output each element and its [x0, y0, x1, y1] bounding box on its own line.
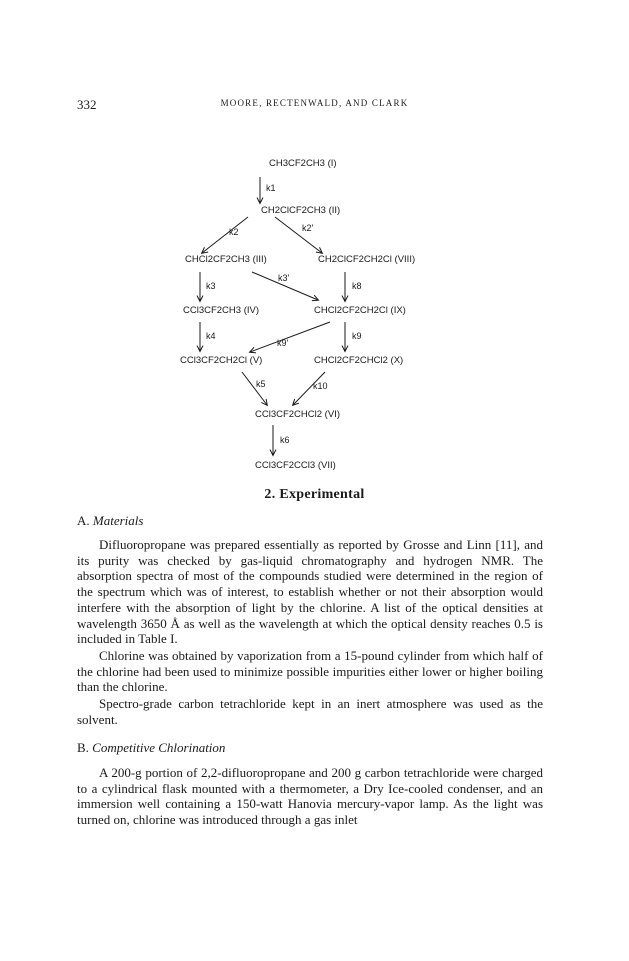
- compound-II: CH2ClCF2CH3 (II): [261, 205, 341, 216]
- compound-X: CHCl2CF2CHCl2 (X): [314, 355, 404, 366]
- page-header: [77, 97, 552, 113]
- rate-constant-k2: k2: [229, 227, 239, 237]
- running-head: MOORE, RECTENWALD, AND CLARK: [220, 98, 409, 108]
- section-title: 2. Experimental: [264, 487, 365, 502]
- paragraph-materials-3: Spectro-grade carbon tetrachloride kept in an inert atmosphere was used as the solvent.: [77, 696, 543, 727]
- subheading-materials-text: Materials: [92, 513, 144, 528]
- subheading-competitive-letter: B.: [77, 740, 89, 755]
- rate-constant-k10: k10: [313, 381, 328, 391]
- reaction-scheme: [150, 155, 480, 480]
- subheading-competitive: [77, 740, 225, 756]
- arrow-k2: [202, 217, 248, 253]
- subheading-materials-letter: A.: [77, 513, 90, 528]
- paragraph-materials-2: Chlorine was obtained by vaporization from a 15-pound cylinder from which half of the chlorine had been used to minimize possible impurities either lower or higher boiling than the chlorine.: [77, 648, 543, 695]
- compound-V: CCl3CF2CH2Cl (V): [180, 355, 263, 366]
- subheading-competitive-text: Competitive Chlorination: [92, 740, 226, 755]
- rate-constant-k5: k5: [256, 379, 266, 389]
- arrow-k2prime: [275, 217, 322, 253]
- compound-IX: CHCl2CF2CH2Cl (IX): [314, 305, 406, 316]
- arrow-k9prime: [250, 322, 330, 352]
- rate-constant-k6: k6: [280, 435, 290, 445]
- rate-constant-k3: k3: [206, 281, 216, 291]
- compound-I: CH3CF2CH3 (I): [269, 158, 337, 169]
- rate-constant-k8: k8: [352, 281, 362, 291]
- rate-constant-k1: k1: [266, 183, 276, 193]
- rate-constant-k3prime: k3': [278, 273, 290, 283]
- rate-constant-k2prime: k2': [302, 223, 314, 233]
- compound-VIII: CH2ClCF2CH2Cl (VIII): [318, 254, 416, 265]
- rate-constant-k9prime: k9': [277, 338, 289, 348]
- paragraph-materials-1: Difluoropropane was prepared essentially as reported by Grosse and Linn [11], and its purity was checked by gas-liquid chromatography and hydrogen NMR. The absorption spectra of most of the compounds studied were determined in the region of the spectrum which was of interest, to establish whether or not their absorption would interfere with the absorption of light by the chlorine. A list of the optical densities at wavelength 3650 Å as well as the wavelength at which the optical density reaches 0.5 is included in Table I.: [77, 537, 543, 647]
- rate-constant-k9: k9: [352, 331, 362, 341]
- compound-VII: CCl3CF2CCl3 (VII): [255, 460, 336, 471]
- subheading-materials: [77, 513, 143, 529]
- page-number: 332: [77, 97, 97, 112]
- compound-III: CHCl2CF2CH3 (III): [185, 254, 267, 265]
- compound-IV: CCl3CF2CH3 (IV): [183, 305, 260, 316]
- rate-constant-k4: k4: [206, 331, 216, 341]
- paragraph-competitive-1: A 200-g portion of 2,2-difluoropropane and 200 g carbon tetrachloride were charged to a cylindrical flask mounted with a thermometer, a Dry Ice-cooled condenser, and an immersion well containing a 150-watt Hanovia mercury-vapor lamp. As the light was turned on, chlorine was introduced through a gas inlet: [77, 765, 543, 828]
- reaction-arrows: [150, 155, 480, 480]
- compound-VI: CCl3CF2CHCl2 (VI): [255, 409, 340, 420]
